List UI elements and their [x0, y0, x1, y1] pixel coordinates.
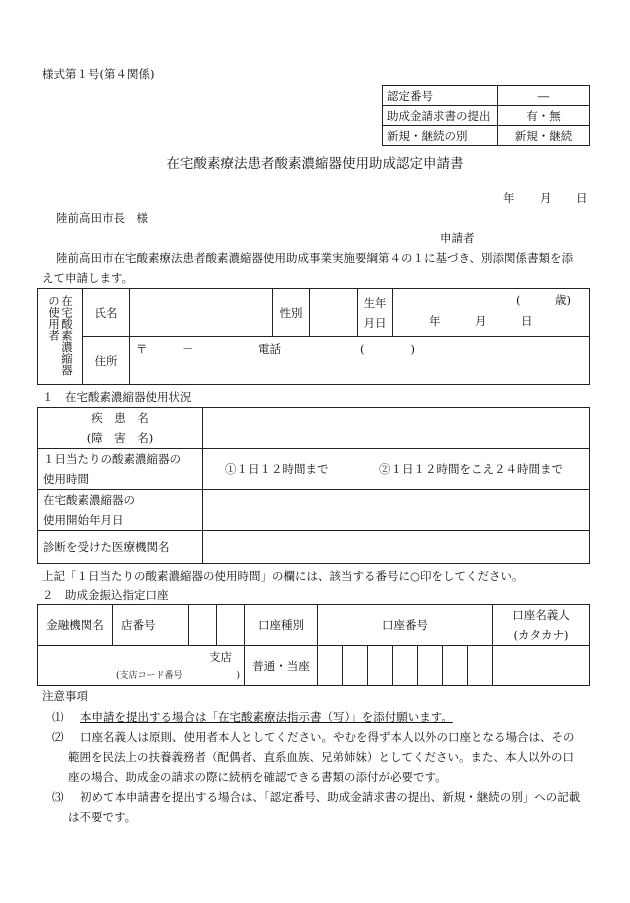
acct-digit[interactable]: [343, 646, 368, 686]
address-label: 住所: [83, 337, 130, 385]
note-number: ⑶: [52, 790, 64, 804]
type-label: 口座種別: [245, 605, 318, 646]
branch-suffix: 支店: [209, 650, 232, 664]
sex-label: 性別: [273, 289, 310, 337]
note-text: 本申請を提出する場合は「在宅酸素療法指示書（写）」を添付願います。: [80, 710, 453, 724]
branch-no-label: 店番号: [113, 605, 189, 646]
disease-field[interactable]: [203, 408, 590, 449]
acct-digit[interactable]: [418, 646, 443, 686]
section1-heading: １ 在宅酸素濃縮器使用状況: [42, 390, 192, 404]
applicant-label: 申請者: [440, 231, 475, 245]
bank-branch-field[interactable]: [38, 646, 245, 686]
bank-table: [37, 604, 590, 686]
intro-line-1: 陸前高田市在宅酸素療法患者酸素濃縮器使用助成事業実施要綱第４の１に基づき、別添関係書類を添: [56, 251, 574, 265]
note-text: 座の場合、助成金の請求の際に続柄を確認できる書類の添付が必要です。: [68, 770, 447, 784]
branch-no-digit[interactable]: [189, 605, 217, 646]
birth-field[interactable]: [393, 289, 590, 337]
form-number: 様式第１号(第４関係): [42, 67, 155, 81]
option-24h[interactable]: ②１日１２時間をこえ２４時間まで: [379, 462, 563, 476]
bank-label: 金融機関名: [38, 605, 113, 646]
date-year: 年: [503, 191, 515, 205]
cert-value[interactable]: 有・無: [498, 106, 590, 126]
note-number: ⑴: [52, 710, 64, 724]
intro-line-2: えて申請します。: [42, 271, 134, 285]
certification-box: [382, 85, 590, 146]
acct-digit[interactable]: [393, 646, 418, 686]
acct-digit[interactable]: [443, 646, 468, 686]
date-month: 月: [540, 191, 552, 205]
disease-label: 疾 患 名 (障 害 名): [38, 408, 203, 449]
acct-digit[interactable]: [468, 646, 493, 686]
birth-ymd: 年 月 日: [429, 314, 533, 328]
addressee: 陸前高田市長 様: [56, 211, 148, 225]
clinic-field[interactable]: [203, 531, 590, 564]
note-text: 口座名義人は原則、使用者本人としてください。やむを得ず本人以外の口座となる場合は、その: [80, 730, 575, 744]
user-table: [37, 288, 590, 385]
section2-heading: ２ 助成金振込指定口座: [42, 588, 169, 602]
start-date-field[interactable]: [203, 490, 590, 531]
usage-note: 上記「１日当たりの酸素濃縮器の使用時間」の欄には、該当する番号に○印をしてください。: [42, 569, 524, 583]
cert-value[interactable]: ―: [498, 86, 590, 106]
branch-no-digit[interactable]: [217, 605, 245, 646]
user-side-label: 在宅酸素濃縮器の使用者: [47, 294, 74, 375]
page-title: 在宅酸素療法患者酸素濃縮器使用助成認定申請書: [166, 156, 464, 172]
usage-table: [37, 407, 590, 564]
notes-heading: 注意事項: [42, 689, 88, 703]
holder-label: 口座名義人 (カタカナ): [493, 605, 590, 646]
note-text: 範囲を民法上の扶養義務者（配偶者、直系血族、兄弟姉妹）としてください。また、本人以外の口: [68, 750, 574, 764]
start-date-label: 在宅酸素濃縮器の 使用開始年月日: [38, 490, 203, 531]
note-number: ⑵: [52, 730, 64, 744]
cert-label: 新規・継続の別: [383, 126, 498, 146]
acct-digit[interactable]: [318, 646, 343, 686]
acct-digit[interactable]: [368, 646, 393, 686]
phone-label: 電話: [258, 342, 281, 356]
phone-field: ( ): [360, 342, 415, 356]
hours-label: １日当たりの酸素濃縮器の 使用時間: [38, 449, 203, 490]
branch-code: (支店コード番号 ): [116, 671, 241, 681]
note-text: 初めて本申請書を提出する場合は、「認定番号、助成金請求書の提出、新規・継続の別」への記載: [80, 790, 581, 804]
account-no-label: 口座番号: [318, 605, 493, 646]
name-label: 氏名: [83, 289, 130, 337]
note-text: は不要です。: [68, 810, 137, 824]
hours-options: [203, 449, 590, 490]
date-day: 日: [576, 191, 588, 205]
address-field[interactable]: [130, 337, 590, 385]
account-type-value[interactable]: 普通・当座: [245, 646, 318, 686]
birth-label: 生年 月日: [358, 289, 393, 337]
cert-value[interactable]: 新規・継続: [498, 126, 590, 146]
clinic-label: 診断を受けた医療機関名: [38, 531, 203, 564]
name-field[interactable]: [130, 289, 273, 337]
user-side-label-cell: [38, 289, 83, 385]
option-12h[interactable]: ①１日１２時間まで: [225, 462, 329, 476]
cert-label: 助成金請求書の提出: [383, 106, 498, 126]
postal-code: 〒 －: [136, 342, 194, 356]
age: ( 歳): [516, 293, 571, 307]
cert-label: 認定番号: [383, 86, 498, 106]
sex-field[interactable]: [310, 289, 358, 337]
holder-field[interactable]: [493, 646, 590, 686]
